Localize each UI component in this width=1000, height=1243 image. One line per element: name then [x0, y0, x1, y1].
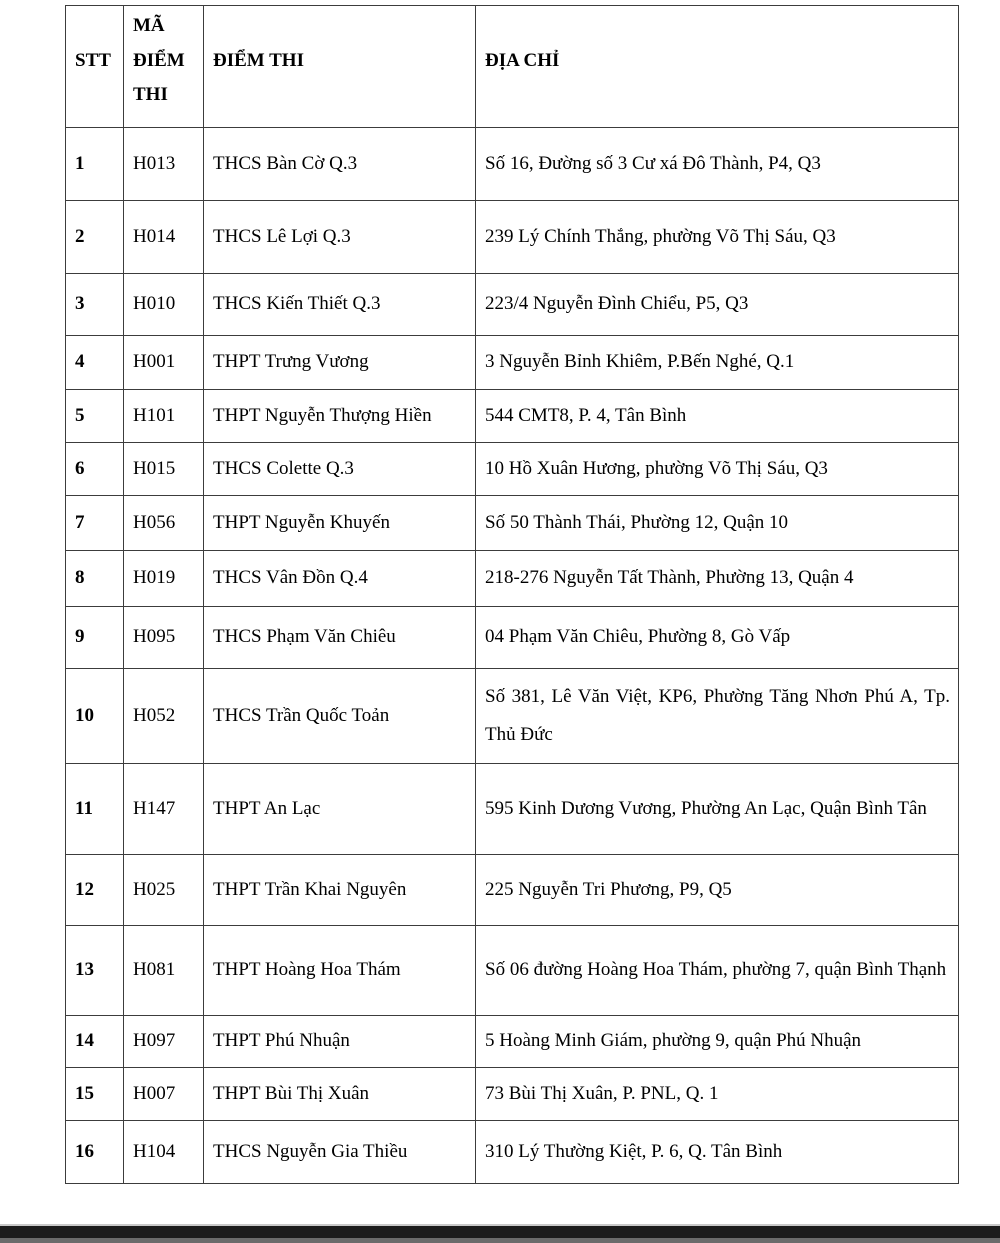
stt-cell: 15	[66, 1067, 124, 1120]
address-cell: 10 Hồ Xuân Hương, phường Võ Thị Sáu, Q3	[476, 442, 959, 495]
stt-cell: 13	[66, 925, 124, 1015]
stt-cell: 12	[66, 854, 124, 925]
footer-bar-shadow	[0, 1238, 1000, 1243]
header-address: ĐỊA CHỈ	[476, 6, 959, 128]
address-cell: 218-276 Nguyễn Tất Thành, Phường 13, Quận 4	[476, 550, 959, 606]
code-cell: H019	[124, 550, 204, 606]
address-cell: 5 Hoàng Minh Giám, phường 9, quận Phú Nhuận	[476, 1015, 959, 1067]
code-cell: H025	[124, 854, 204, 925]
table-row	[66, 200, 959, 273]
table-row	[66, 1120, 959, 1183]
site-cell: THCS Nguyễn Gia Thiều	[204, 1120, 476, 1183]
stt-cell: 7	[66, 495, 124, 550]
table-row	[66, 127, 959, 200]
stt-cell: 3	[66, 273, 124, 335]
header-code: MÃ ĐIỂM THI	[124, 6, 204, 128]
stt-cell: 8	[66, 550, 124, 606]
code-cell: H052	[124, 668, 204, 763]
code-cell: H104	[124, 1120, 204, 1183]
site-cell: THPT Trần Khai Nguyên	[204, 854, 476, 925]
stt-cell: 16	[66, 1120, 124, 1183]
table-row	[66, 854, 959, 925]
address-cell: 73 Bùi Thị Xuân, P. PNL, Q. 1	[476, 1067, 959, 1120]
address-cell: 595 Kinh Dương Vương, Phường An Lạc, Quận Bình Tân	[476, 763, 959, 854]
address-cell: 239 Lý Chính Thắng, phường Võ Thị Sáu, Q3	[476, 200, 959, 273]
site-cell: THCS Colette Q.3	[204, 442, 476, 495]
header-stt: STT	[66, 6, 124, 128]
site-cell: THCS Bàn Cờ Q.3	[204, 127, 476, 200]
site-cell: THPT An Lạc	[204, 763, 476, 854]
site-cell: THCS Lê Lợi Q.3	[204, 200, 476, 273]
table-row	[66, 606, 959, 668]
stt-cell: 1	[66, 127, 124, 200]
stt-cell: 14	[66, 1015, 124, 1067]
stt-cell: 5	[66, 389, 124, 442]
stt-cell: 11	[66, 763, 124, 854]
address-cell: Số 50 Thành Thái, Phường 12, Quận 10	[476, 495, 959, 550]
code-cell: H147	[124, 763, 204, 854]
address-cell: 04 Phạm Văn Chiêu, Phường 8, Gò Vấp	[476, 606, 959, 668]
table-header	[66, 6, 959, 128]
address-cell: 223/4 Nguyễn Đình Chiểu, P5, Q3	[476, 273, 959, 335]
site-cell: THCS Trần Quốc Toản	[204, 668, 476, 763]
code-cell: H097	[124, 1015, 204, 1067]
exam-sites-table-body	[66, 127, 959, 1183]
address-cell: 3 Nguyễn Bỉnh Khiêm, P.Bến Nghé, Q.1	[476, 335, 959, 389]
code-cell: H013	[124, 127, 204, 200]
address-cell: Số 16, Đường số 3 Cư xá Đô Thành, P4, Q3	[476, 127, 959, 200]
stt-cell: 6	[66, 442, 124, 495]
site-cell: THCS Kiến Thiết Q.3	[204, 273, 476, 335]
site-cell: THPT Nguyễn Thượng Hiền	[204, 389, 476, 442]
table-row	[66, 763, 959, 854]
code-cell: H007	[124, 1067, 204, 1120]
site-cell: THPT Hoàng Hoa Thám	[204, 925, 476, 1015]
table-row	[66, 335, 959, 389]
site-cell: THPT Nguyễn Khuyến	[204, 495, 476, 550]
table-row	[66, 273, 959, 335]
header-site: ĐIỂM THI	[204, 6, 476, 128]
code-cell: H014	[124, 200, 204, 273]
table-row	[66, 668, 959, 763]
stt-cell: 4	[66, 335, 124, 389]
table-row	[66, 495, 959, 550]
stt-cell: 10	[66, 668, 124, 763]
stt-cell: 2	[66, 200, 124, 273]
code-cell: H101	[124, 389, 204, 442]
address-cell: Số 06 đường Hoàng Hoa Thám, phường 7, quận Bình Thạnh	[476, 925, 959, 1015]
address-cell: 544 CMT8, P. 4, Tân Bình	[476, 389, 959, 442]
code-cell: H056	[124, 495, 204, 550]
footer-bar	[0, 1226, 1000, 1238]
header-row	[66, 6, 959, 128]
exam-sites-table	[65, 5, 959, 1184]
site-cell: THPT Trưng Vương	[204, 335, 476, 389]
site-cell: THCS Phạm Văn Chiêu	[204, 606, 476, 668]
stt-cell: 9	[66, 606, 124, 668]
table-row	[66, 550, 959, 606]
address-cell: Số 381, Lê Văn Việt, KP6, Phường Tăng Nhơn Phú A, Tp. Thủ Đức	[476, 668, 959, 763]
site-cell: THCS Vân Đồn Q.4	[204, 550, 476, 606]
site-cell: THPT Phú Nhuận	[204, 1015, 476, 1067]
address-cell: 310 Lý Thường Kiệt, P. 6, Q. Tân Bình	[476, 1120, 959, 1183]
code-cell: H095	[124, 606, 204, 668]
table-row	[66, 1015, 959, 1067]
code-cell: H015	[124, 442, 204, 495]
table-row	[66, 389, 959, 442]
site-cell: THPT Bùi Thị Xuân	[204, 1067, 476, 1120]
address-cell: 225 Nguyễn Tri Phương, P9, Q5	[476, 854, 959, 925]
code-cell: H001	[124, 335, 204, 389]
code-cell: H010	[124, 273, 204, 335]
table-row	[66, 925, 959, 1015]
table-row	[66, 442, 959, 495]
code-cell: H081	[124, 925, 204, 1015]
table-row	[66, 1067, 959, 1120]
